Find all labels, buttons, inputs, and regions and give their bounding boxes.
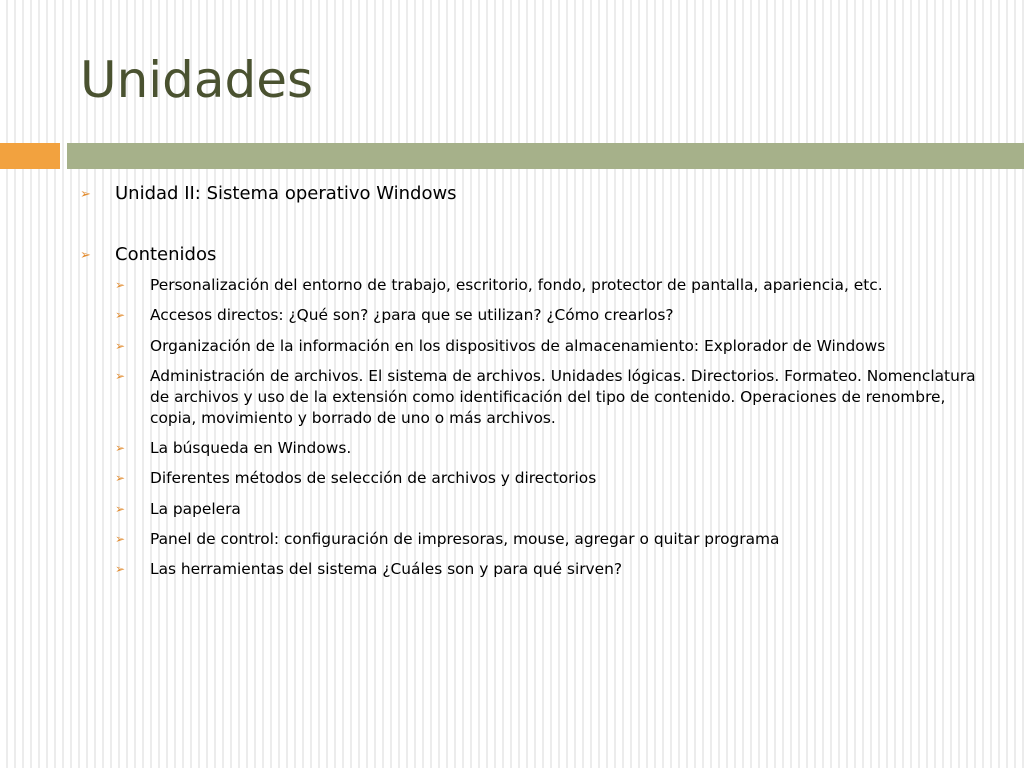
bullet-text: Contenidos [115,244,217,265]
sub-bullet-item [80,438,980,459]
sub-bullet-item [80,305,980,326]
arrow-bullet-icon: ➢ [115,338,126,353]
bullet-text: Unidad II: Sistema operativo Windows [115,183,457,204]
arrow-bullet-icon: ➢ [115,308,126,323]
sub-bullet-item [80,366,980,429]
sub-bullet-text: Las herramientas del sistema ¿Cuáles son y para qué sirven? [150,560,623,579]
sub-bullet-item [80,468,980,489]
sub-bullet-item [80,336,980,357]
arrow-bullet-icon: ➢ [115,441,126,456]
slide-content [80,180,980,590]
title-accent-bar [0,143,60,169]
sub-bullet-text: Administración de archivos. El sistema de archivos. Unidades lógicas. Directorios. Formateo. Nomenclatura de archivos y uso de la extensión como identificación del tipo de contenido. Operaciones de renombre, copia, movimiento y borrado de uno o más archivos. [150,366,976,427]
arrow-bullet-icon: ➢ [115,278,126,292]
arrow-bullet-icon: ➢ [115,501,126,516]
sub-bullet-text: Accesos directos: ¿Qué son? ¿para que se utilizan? ¿Cómo crearlos? [150,306,674,325]
arrow-bullet-icon: ➢ [115,368,126,383]
arrow-bullet-icon: ➢ [115,532,126,547]
bullet-item-unidad [80,183,980,205]
title-underline-bar [67,143,1024,169]
contenidos-sublist [80,275,980,580]
sub-bullet-text: Organización de la información en los dispositivos de almacenamiento: Explorador de Windows [150,336,886,355]
sub-bullet-text: Personalización del entorno de trabajo, escritorio, fondo, protector de pantalla, apariencia, etc. [150,276,883,294]
sub-bullet-item [80,275,980,296]
sub-bullet-item [80,559,980,580]
sub-bullet-text: Panel de control: configuración de impresoras, mouse, agregar o quitar programa [150,530,780,549]
slide-title: Unidades [80,51,314,109]
arrow-bullet-icon: ➢ [115,562,126,577]
sub-bullet-item [80,499,980,520]
sub-bullet-text: La papelera [150,499,241,518]
sub-bullet-text: La búsqueda en Windows. [150,439,352,458]
sub-bullet-item [80,529,980,550]
arrow-bullet-icon: ➢ [115,471,126,486]
sub-bullet-text: Diferentes métodos de selección de archivos y directorios [150,469,597,488]
bullet-item-contenidos [80,244,980,266]
arrow-bullet-icon: ➢ [80,187,91,202]
arrow-bullet-icon: ➢ [80,248,91,263]
